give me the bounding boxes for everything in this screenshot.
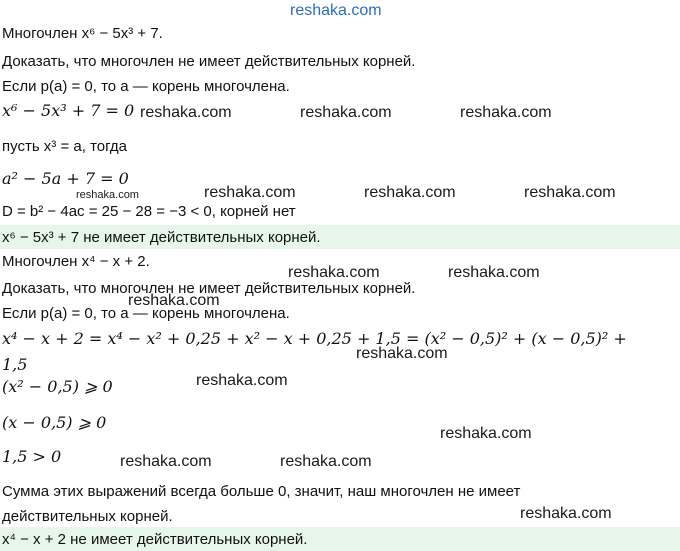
watermark: reshaka.com (196, 372, 288, 389)
watermark: reshaka.com (448, 264, 540, 281)
watermark: reshaka.com (460, 104, 552, 121)
watermark: reshaka.com (364, 184, 456, 201)
line-substitution: пусть x³ = a, тогда (2, 138, 128, 155)
watermark: reshaka.com (440, 425, 532, 442)
watermark: reshaka.com (120, 453, 212, 470)
line-ineq-3: 1,5 > 0 (2, 447, 62, 466)
watermark: reshaka.com (524, 184, 616, 201)
line-polynomial-1: Многочлен x⁶ − 5x³ + 7. (2, 25, 163, 42)
watermark: reshaka.com (140, 104, 232, 121)
watermark: reshaka.com (520, 505, 612, 522)
line-task-2: Доказать, что многочлен не имеет действительных корней. (2, 280, 416, 297)
line-task-1: Доказать, что многочлен не имеет действительных корней. (2, 53, 416, 70)
watermark: reshaka.com (356, 345, 448, 362)
line-polynomial-2: Многочлен x⁴ − x + 2. (2, 253, 150, 270)
watermark-top: reshaka.com (290, 2, 382, 19)
line-root-def-1: Если p(a) = 0, то a — корень многочлена. (2, 78, 290, 95)
watermark: reshaka.com (288, 264, 380, 281)
line-equation-1: x⁶ − 5x³ + 7 = 0 (2, 101, 135, 120)
watermark: reshaka.com (128, 292, 220, 309)
line-conclusion-2: x⁴ − x + 2 не имеет действительных корней. (2, 531, 308, 548)
line-sum-reason: Сумма этих выражений всегда больше 0, значит, наш многочлен не имеет (2, 483, 521, 500)
watermark: reshaka.com (280, 453, 372, 470)
line-quadratic: a² − 5a + 7 = 0 (2, 169, 129, 188)
line-conclusion-1: x⁶ − 5x³ + 7 не имеет действительных корней. (2, 229, 321, 246)
watermark: reshaka.com (204, 184, 296, 201)
line-expansion: x⁴ − x + 2 = x⁴ − x² + 0,25 + x² − x + 0,25 + 1,5 = (x² − 0,5)² + (x − 0,5)² + (2, 329, 627, 348)
line-root-def-2: Если p(a) = 0, то a — корень многочлена. (2, 305, 290, 322)
line-ineq-2: (x − 0,5) ⩾ 0 (2, 413, 107, 432)
line-sum-reason-cont: действительных корней. (2, 508, 173, 525)
line-discriminant: D = b² − 4ac = 25 − 28 = −3 < 0, корней нет (2, 203, 296, 220)
line-ineq-1: (x² − 0,5) ⩾ 0 (2, 377, 113, 396)
watermark: reshaka.com (300, 104, 392, 121)
watermark-small: reshaka.com (76, 189, 139, 201)
line-constant: 1,5 (2, 355, 28, 374)
